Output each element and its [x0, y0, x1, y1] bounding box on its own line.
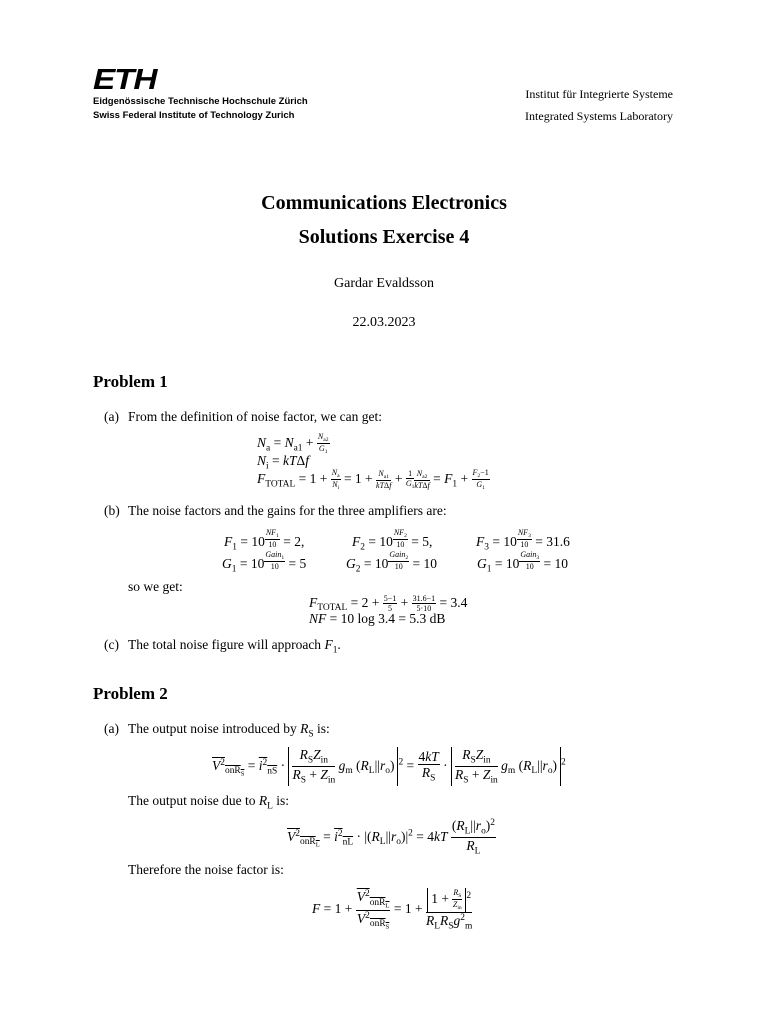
so-we-get-text: so we get: [128, 579, 183, 594]
lab-german: Institut für Integrierte Systeme [525, 87, 673, 101]
equation-noise-factor: F = 1 + $\frac{V^2_{onR_L}}{V^2_{onR_S}}$ = 1 + 1 + $\frac{R_S}{Z_{in}}$ $^2$ $R_LR_Sg^2_m$ [312, 888, 473, 932]
output-noise-rl-text: The output noise due to $R_L$ is: [128, 793, 290, 812]
equation-na: $N_a = N_{a1}$ + $\frac{N_{a2}}{G_1}$ [257, 432, 329, 456]
equation-f2: $F_2 = 10$ $^{\frac{NF_2}{10}}$ = 5, [352, 528, 433, 553]
equation-output-noise-rs: $V^2_{onR_S} = i^2_{nS}$ · $\frac{R_SZ_{in}}{R_S + Z_{in}}$ $g_m$ $(R_L||r_o) ^2$ = $\frac{4kT}{R_S}$ · $\frac{R_SZ_{in}}{R_S + Z_{in}}$ $g_m$ $(R_L||r_o)$ $^2$ [212, 747, 566, 786]
item-text: The total noise figure will approach $F_1$. [128, 637, 341, 656]
equation-ni: $N_i = kT\Delta f$ [257, 453, 309, 472]
document-title: Communications Electronics [261, 192, 507, 214]
item-label: (c) [104, 637, 119, 652]
item-text: The output noise introduced by $R_S$ is: [128, 721, 330, 740]
eth-logo: ETH [93, 64, 157, 96]
problem-2-heading: Problem 2 [93, 684, 168, 703]
noise-factor-text: Therefore the noise factor is: [128, 862, 284, 877]
equation-f3: $F_3 = 10$ $^{\frac{NF_3}{10}}$ = 31.6 [476, 528, 570, 553]
lab-names [525, 83, 673, 127]
equation-g1: $G_1 = 10$ $^{\frac{Gain_1}{10}}$ = 5 [222, 550, 307, 575]
equation-nf-value: NF = 10 log 3.4 = 5.3 dB [309, 611, 446, 626]
item-label: (a) [104, 409, 119, 424]
author: Gardar Evaldsson [334, 276, 434, 291]
problem-1b [104, 503, 684, 521]
equation-ftotal: $F_{TOTAL} = 1$ + $\frac{N_a}{N_i}$ = 1 + $\frac{N_{a1}}{\text{kTΔf}}$ + $\frac{1}{G_1}$ $\frac{N_{a2}}{\text{kTΔf}}$ = $F_1$ + $\frac{F_2-1}{G_1}$ [257, 468, 489, 492]
item-text: The noise factors and the gains for the three amplifiers are: [128, 503, 447, 518]
equation-f1: $F_1 = 10$ $^{\frac{NF_1}{10}}$ = 2, [224, 528, 305, 553]
equation-ftotal-value: $F_{TOTAL} = 2$ + $\frac{5-1}{5}$ + $\frac{31.6-1}{5\cdot 10}$ = 3.4 [309, 594, 468, 614]
problem-2a [104, 721, 684, 739]
institution-german: Eidgenössische Technische Hochschule Zürich [93, 96, 308, 107]
institution-english: Swiss Federal Institute of Technology Zurich [93, 110, 295, 121]
eth-institution-names [93, 95, 308, 123]
item-text: From the definition of noise factor, we can get: [128, 409, 383, 424]
equation-output-noise-rl: $V^2_{onR_L} = i^2_{nL} \cdot |(R_L||r_o)|^2 = 4kT$ $\frac{(R_L||r_o)^2}{R_L}$ [287, 818, 495, 857]
problem-1c [104, 637, 684, 655]
lab-english: Integrated Systems Laboratory [525, 109, 673, 123]
problem-1a [104, 409, 684, 427]
document-subtitle: Solutions Exercise 4 [298, 226, 470, 248]
item-label: (a) [104, 721, 119, 736]
equation-g3: $G_1 = 10$ $^{\frac{Gain_3}{10}}$ = 10 [477, 550, 569, 575]
date: 22.03.2023 [352, 315, 416, 330]
problem-1-heading: Problem 1 [93, 372, 168, 391]
equation-g2: $G_2 = 10$ $^{\frac{Gain_2}{10}}$ = 10 [346, 550, 438, 575]
item-label: (b) [104, 503, 120, 518]
